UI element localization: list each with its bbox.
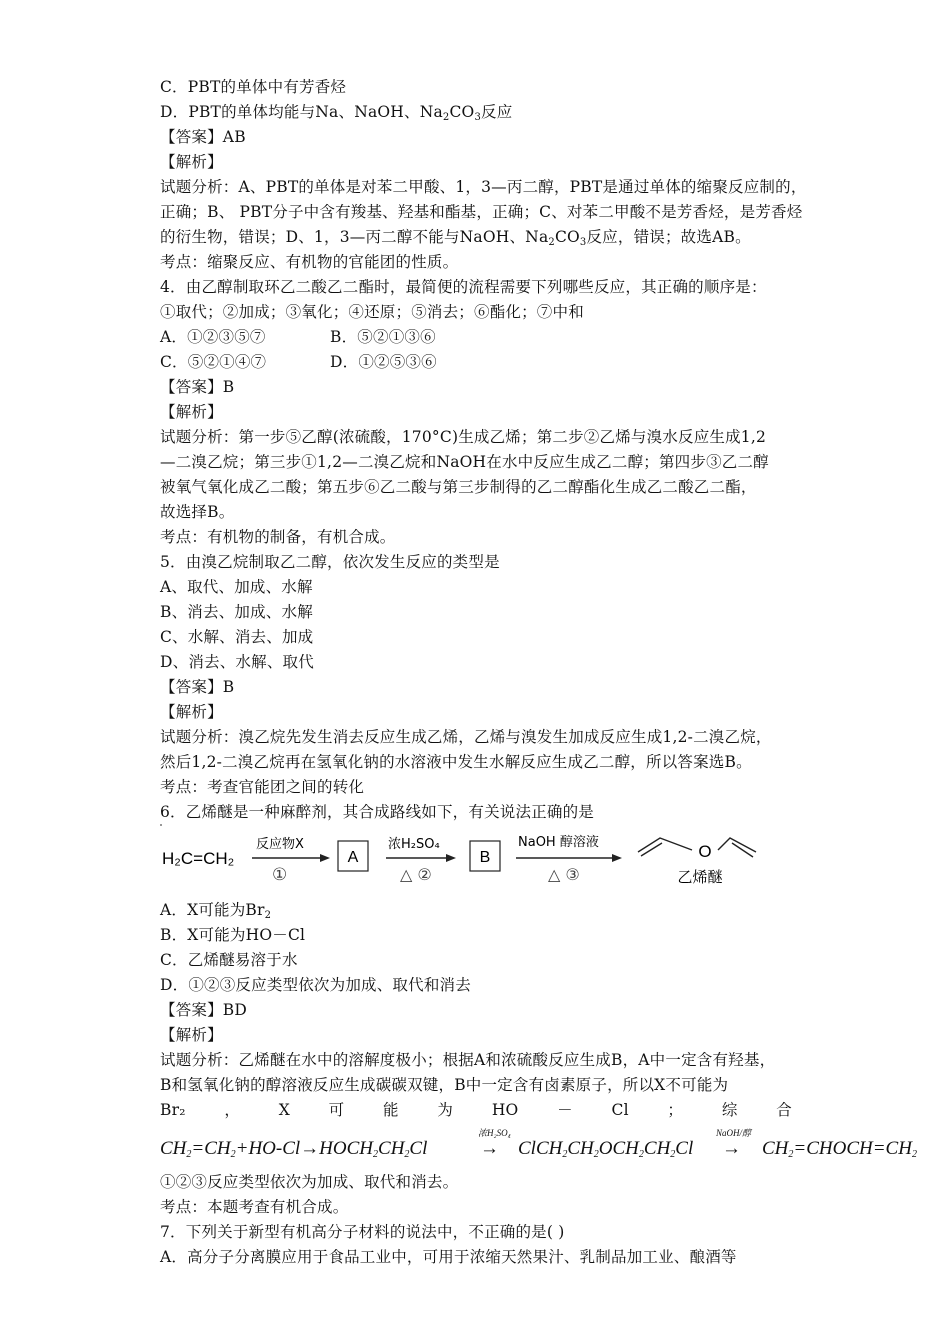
step-1-label: ①: [272, 865, 288, 885]
option-a-q4: A．①②③⑤⑦: [160, 328, 266, 346]
option-c-q5: C、水解、消去、加成: [160, 628, 314, 646]
analysis-heading-q4: 【解析】: [160, 403, 223, 421]
arrow-1-reagent: 反应物X: [256, 837, 304, 852]
analysis-heading-q3: 【解析】: [160, 153, 223, 171]
key-point-q6: 考点：本题考查有机合成。: [160, 1198, 349, 1216]
option-c-q4: C．⑤②①④⑦: [160, 353, 267, 371]
synthesis-route-diagram: [160, 824, 760, 892]
analysis-text-q4: 试题分析：第一步⑤乙醇(浓硫酸，170°C)生成乙烯；第二步②乙烯与溴水反应生成1,2: [160, 428, 767, 446]
analysis-text-q4: —二溴乙烷；第三步①1,2—二溴乙烷和NaOH在水中反应生成乙二醇；第四步③乙二醇: [160, 453, 769, 471]
step-2-label: △ ②: [400, 865, 432, 884]
option-b-q6: B．X可能为HO－Cl: [160, 926, 306, 944]
analysis-heading-q5: 【解析】: [160, 703, 223, 721]
analysis-text-q3: 正确；B、 PBT分子中含有羧基、羟基和酯基，正确；C、对苯二甲酸不是芳香烃，是芳香烃: [160, 203, 803, 221]
analysis-text-q3: 试题分析：A、PBT的单体是对苯二甲酸、1，3—丙二醇，PBT是通过单体的缩聚反应制的，: [160, 178, 807, 196]
option-b-q4: B．⑤②①③⑥: [330, 328, 436, 346]
question-5: 5．由溴乙烷制取乙二醇，依次发生反应的类型是: [160, 553, 500, 571]
answer-q6: 【答案】BD: [160, 1001, 248, 1019]
question-4: 4．由乙醇制取环乙二酸乙二酯时，最简便的流程需要下列哪些反应，其正确的顺序是：: [160, 278, 767, 296]
option-d-q6: D．①②③反应类型依次为加成、取代和消去: [160, 976, 471, 994]
option-c-q3: C．PBT的单体中有芳香烃: [160, 78, 347, 96]
step-3-label: △ ③: [548, 865, 580, 884]
question-4-reactions: ①取代；②加成；③氧化；④还原；⑤消去；⑥酯化；⑦中和: [160, 303, 584, 321]
analysis-text-q3: 的衍生物，错误；D、1，3—丙二醇不能与NaOH、$Na_2CO_3$反应，错误；故选AB。: [160, 228, 751, 248]
analysis-text-q6: B和氢氧化钠的醇溶液反应生成碳碳双键，B中一定含有卤素原子，所以X不可能为: [160, 1076, 729, 1094]
analysis-heading-q6: 【解析】: [160, 1026, 223, 1044]
option-d-q5: D、消去、水解、取代: [160, 653, 314, 671]
analysis-text-q4: 故选择B。: [160, 503, 235, 521]
question-6: 6．乙烯醚是一种麻醉剂，其合成路线如下，有关说法正确的是: [160, 803, 594, 821]
analysis-text-q6-justified: Br₂ ， X 可 能 为 HO － Cl ； 综 合: [160, 1101, 792, 1119]
product-label: 乙烯醚: [677, 868, 723, 886]
option-b-q5: B、消去、加成、水解: [160, 603, 313, 621]
option-a-q6: A．X可能为$Br_2$: [160, 901, 272, 921]
analysis-text-q4: 被氧气氧化成乙二酸；第五步⑥乙二酸与第三步制得的乙二醇酯化生成乙二酸乙二酯，: [160, 478, 757, 496]
analysis-text-q5: 然后1,2-二溴乙烷再在氢氧化钠的水溶液中发生水解反应生成乙二醇，所以答案选B。: [160, 753, 752, 771]
oxygen-atom: O: [698, 842, 712, 861]
key-point-q3: 考点：缩聚反应、有机物的官能团的性质。: [160, 253, 459, 271]
analysis-text-q5: 试题分析：溴乙烷先发生消去反应生成乙烯，乙烯与溴发生加成反应生成1,2-二溴乙烷，: [160, 728, 772, 746]
ethylene-formula: H₂C=CH₂: [162, 849, 235, 868]
option-d-q3: D．PBT的单体均能与Na、NaOH、$Na_2CO_3$反应: [160, 103, 513, 123]
arrow-3-reagent: NaOH 醇溶液: [518, 835, 599, 850]
question-7: 7．下列关于新型有机高分子材料的说法中，不正确的是( ): [160, 1223, 565, 1241]
answer-q3: 【答案】AB: [160, 128, 246, 146]
synthesis-equation: $CH_2=CH_2+HO-Cl\to HOCH_2CH_2Cl$ 浓H₂SO₄ → $ClCH_2CH_2OCH_2CH_2Cl$ NaOH/醇 → $CH_2=CHOCH=CH_2$: [160, 1128, 917, 1160]
analysis-text-q6: 试题分析：乙烯醚在水中的溶解度极小；根据A和浓硫酸反应生成B，A中一定含有羟基，: [160, 1051, 776, 1069]
vinyl-ether-structure: [638, 838, 756, 857]
arrow-2-reagent: 浓H₂SO₄: [388, 837, 440, 852]
box-a-label: A: [347, 849, 359, 866]
option-a-q7: A．高分子分离膜应用于食品工业中，可用于浓缩天然果汁、乳制品加工业、酿酒等: [160, 1248, 737, 1266]
analysis-conclusion-q6: ①②③反应类型依次为加成、取代和消去。: [160, 1173, 459, 1191]
answer-q4: 【答案】B: [160, 378, 235, 396]
option-c-q6: C．乙烯醚易溶于水: [160, 951, 298, 969]
key-point-q5: 考点：考查官能团之间的转化: [160, 778, 365, 796]
options-q4-cd: [160, 352, 437, 372]
box-b-label: B: [479, 849, 491, 866]
option-d-q4: D．①②⑤③⑥: [330, 353, 437, 371]
option-a-q5: A、取代、加成、水解: [160, 578, 313, 596]
options-q4-ab: [160, 327, 436, 347]
key-point-q4: 考点：有机物的制备，有机合成。: [160, 528, 396, 546]
answer-q5: 【答案】B: [160, 678, 235, 696]
